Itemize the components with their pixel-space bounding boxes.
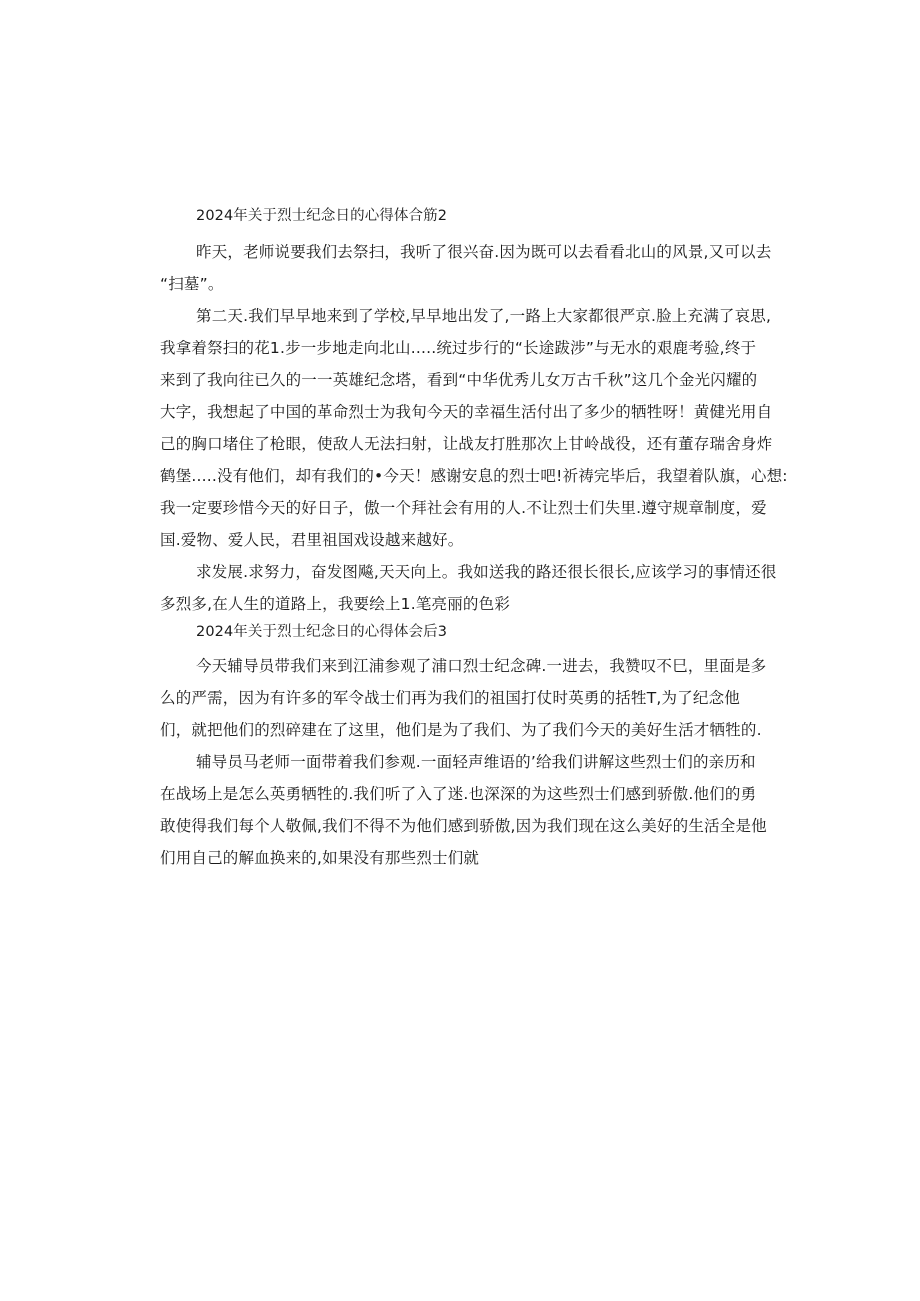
- paragraph-line: 国.爱物、爱人民，君里祖国戏设越来越好。: [160, 531, 464, 549]
- paragraph-line: 求发展.求努力，奋发图飚,天天向上。我如送我的路还很长很长,应该学习的事情还很: [196, 563, 777, 581]
- paragraph-line: 今天辅导员带我们来到江浦参观了浦口烈士纪念碑.一进去，我赞叹不巳，里面是多: [196, 657, 767, 675]
- section-heading-1: 2024年关于烈士纪念日的心得体合筋2: [196, 208, 448, 224]
- paragraph-line: 们用自己的解血换来的,如果没有那些烈士们就: [160, 849, 480, 867]
- paragraph-line: “扫墓”。: [160, 275, 224, 293]
- paragraph-line: 鹤堡.....没有他们，却有我们的•今天！感谢安息的烈士吧!祈祷完毕后，我望着队旗，心想:: [160, 467, 788, 485]
- paragraph-line: 多烈多,在人生的道路上，我要绘上1.笔亮丽的色彩: [160, 595, 511, 613]
- paragraph-line: 我一定要珍惜今天的好日子，傲一个拜社会有用的人.不让烈士们失里.遵守规章制度，爱: [160, 499, 767, 517]
- paragraph-1: [160, 236, 772, 300]
- paragraph-line: 第二天.我们早早地来到了学校,早早地出发了,一路上大家都很严京.脸上充满了哀思,: [196, 307, 772, 325]
- paragraph-line: 来到了我向往已久的一一英雄纪念塔，看到“中华优秀儿女万古千秋”这几个金光闪耀的: [160, 371, 758, 389]
- paragraph-line: 大字，我想起了中国的革命烈士为我旬今天的幸福生活付出了多少的牺牲呀！黄健光用自: [160, 403, 773, 421]
- paragraph-line: 己的胸口堵住了枪眼，使敌人无法扫射，让战友打胜那次上甘岭战役，还有董存瑞舍身炸: [160, 435, 773, 453]
- section-heading-2: 2024年关于烈士纪念日的心得体会后3: [196, 624, 448, 640]
- document-body: [160, 204, 788, 874]
- paragraph-2: [160, 300, 788, 556]
- paragraph-5: [160, 746, 767, 874]
- paragraph-line: 辅导员马老师一面带着我们参观.一面轻声维语的’给我们讲解这些烈士们的亲历和: [196, 753, 756, 771]
- paragraph-line: 么的严需，因为有许多的军令战士们再为我们的祖国打仗时英勇的括牲T,为了纪念他: [160, 689, 740, 707]
- paragraph-line: 敢使得我们每个人敬佩,我们不得不为他们感到骄傲,因为我们现在这么美好的生活全是他: [160, 817, 767, 835]
- paragraph-3: [160, 556, 777, 620]
- paragraph-4: [160, 650, 767, 746]
- paragraph-line: 昨天，老师说要我们去祭扫，我听了很兴奋.因为既可以去看看北山的风景,又可以去: [196, 243, 772, 261]
- paragraph-line: 我拿着祭扫的花1.步一步地走向北山.....统过步行的“长途跋涉”与无水的艰鹿考验,终于: [160, 339, 757, 357]
- paragraph-line: 们，就把他们的烈碎建在了这里，他们是为了我们、为了我们今天的美好生活才牺牲的.: [160, 721, 762, 739]
- paragraph-line: 在战场上是怎么英勇牺牲的.我们听了入了迷.也深深的为这些烈士们感到骄傲.他们的勇: [160, 785, 757, 803]
